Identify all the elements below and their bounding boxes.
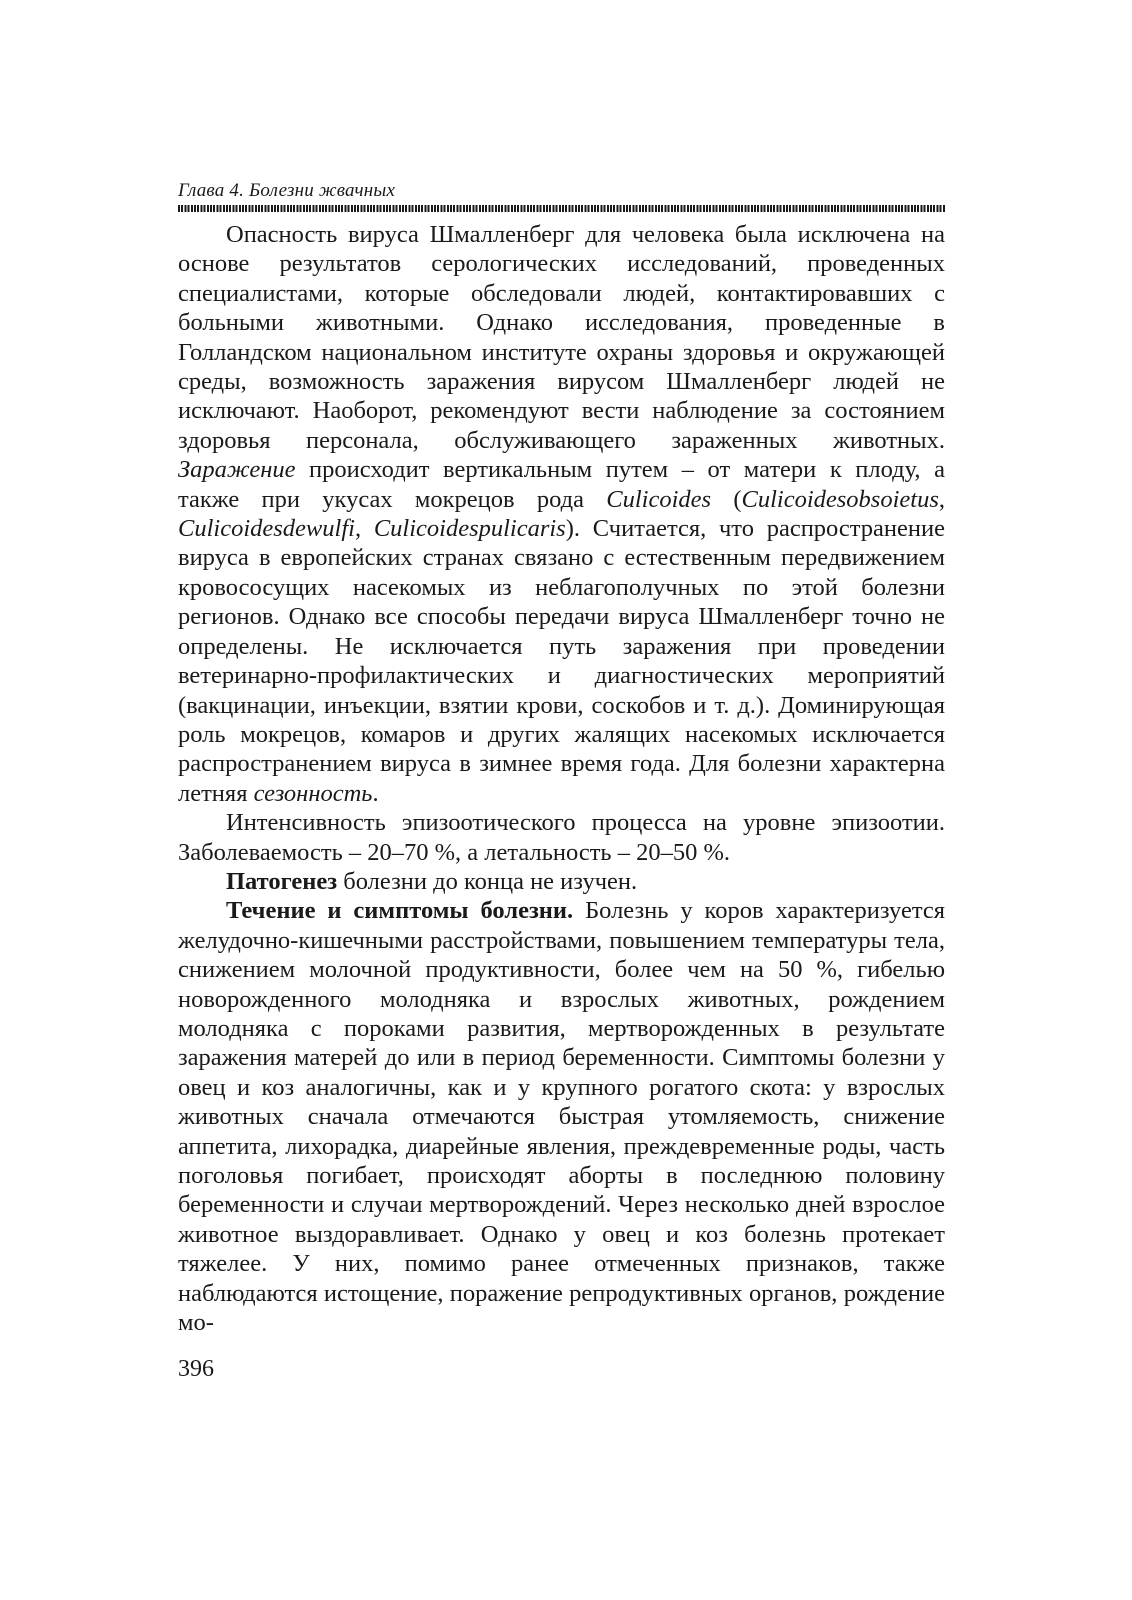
running-head: Глава 4. Болезни жвачных <box>178 180 396 201</box>
paragraph-intensity <box>178 808 945 867</box>
text-run: , <box>354 515 374 543</box>
text-run: , <box>938 485 945 513</box>
italic-term-infection: Заражение <box>178 456 296 484</box>
text-run: происходит вертикальным путем – от матери к плоду, а также при укусах мокрецов рода <box>178 456 945 513</box>
paragraph-pathogenesis <box>178 867 945 896</box>
bold-heading-symptoms: Течение и симптомы болезни. <box>226 897 574 925</box>
paragraph-transmission <box>178 220 945 808</box>
text-run: Опасность вируса Шмалленберг для человека была исключена на основе результатов серологических исследований, проведенных специалистами, которые обследовали людей, контактировавших с больными животными. Однако исследования, проведенные в Голландском национальном институте охраны здоровья и окружающей среды, возможность заражения вирусом Шмалленберг людей не исключают. Наоборот, рекомендуют вести наблюдение за состоянием здоровья персонала, обслуживающего зараженных животных. <box>178 221 945 454</box>
header-rule <box>178 205 945 212</box>
paragraph-symptoms <box>178 896 945 1337</box>
page-number: 396 <box>178 1356 214 1382</box>
italic-term-seasonality: сезонность <box>253 779 373 807</box>
text-run: ). Считается, что распространение вируса в европейских странах связано с естественным передвижением кровососущих насекомых из неблагополучных по этой болезни регионов. Однако все способы передачи вируса Шмалленберг точно не определены. Не исключается путь заражения при проведении ветеринарно-профилактических и диагностических мероприятий (вакцинации, инъекции, взятии крови, соскобов и т. д.). Доминирующая роль мокрецов, комаров и других жалящих насекомых исключается распространением вируса в зимнее время года. Для болезни характерна летняя <box>178 515 945 807</box>
text-run: болезни до конца не изучен. <box>337 867 638 895</box>
italic-species-name: Culicoidesdewulfi <box>178 515 355 543</box>
text-run: ( <box>711 485 742 513</box>
page-body <box>178 180 945 1337</box>
italic-genus-name: Culicoides <box>606 485 712 513</box>
text-run: Болезнь у коров характеризуется желудочно-кишечными расстройствами, повышением температуры тела, снижением молочной продуктивности, более чем на 50 %, гибелью новорожденного молодняка и взрослых животных, рождением молодняка с пороками развития, мертворожденных в результате заражения матерей до или в период беременности. Симптомы болезни у овец и коз аналогичны, как и у крупного рогатого скота: у взрослых животных сначала отмечаются быстрая утомляемость, снижение аппетита, лихорадка, диарейные явления, преждевременные роды, часть поголовья погибает, происходят аборты в последнюю половину беременности и случаи мертворождений. Через несколько дней взрослое животное выздоравливает. Однако у овец и коз болезнь протекает тяжелее. У них, помимо ранее отмеченных признаков, также наблюдаются истощение, поражение репродуктивных органов, рождение мо- <box>178 897 945 1337</box>
body-text <box>178 220 945 1337</box>
bold-heading-pathogenesis: Патогенез <box>226 867 338 895</box>
italic-species-name: Culicoidespulicaris <box>373 515 566 543</box>
italic-species-name: Culicoidesobsoietus <box>741 485 939 513</box>
text-run: Интенсивность эпизоотического процесса на уровне эпизоотии. Заболеваемость – 20–70 %, а летальность – 20–50 %. <box>178 809 945 866</box>
text-run: . <box>372 779 379 807</box>
